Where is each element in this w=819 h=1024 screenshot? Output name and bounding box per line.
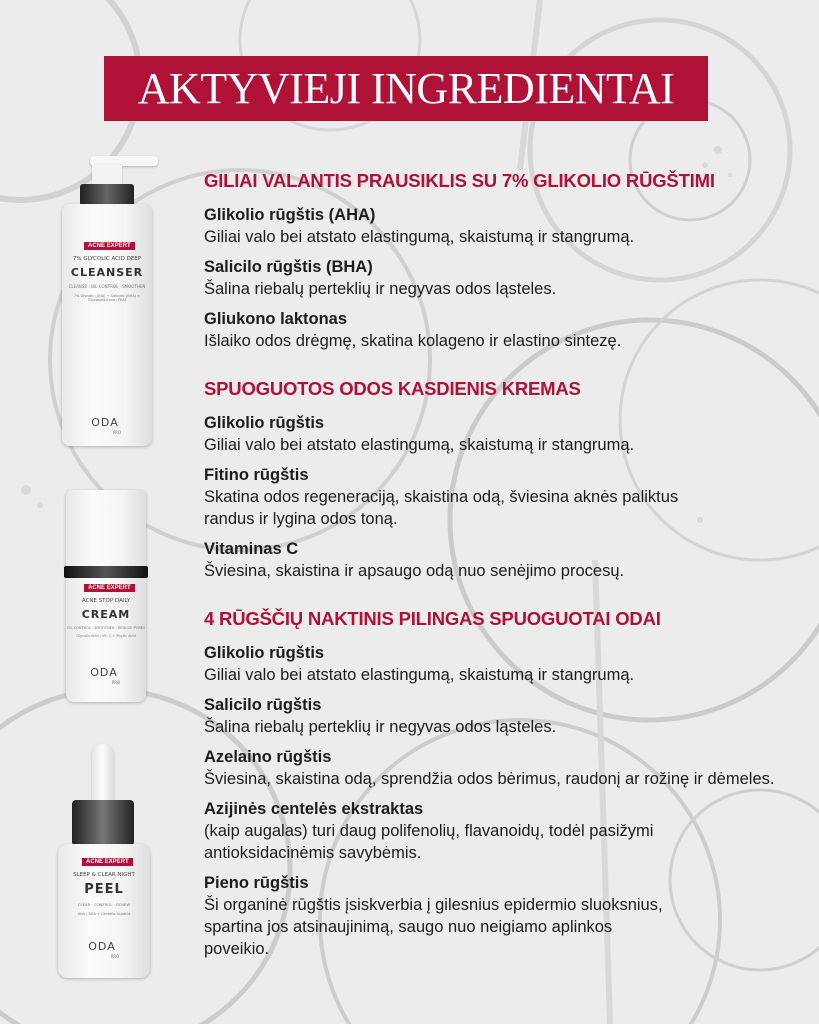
ingredient-description: Šalina riebalų perteklių ir negyvas odos ląsteles. — [204, 718, 557, 736]
ingredient-description: Šalina riebalų perteklių ir negyvas odos ląsteles. — [204, 280, 557, 298]
product-line-tag: ACNE EXPERT — [82, 858, 133, 866]
product-name: CREAM — [81, 608, 131, 621]
section-title: SPUOGUOTOS ODOS KASDIENIS KREMAS — [204, 378, 581, 399]
product-subtitle: ACNE STOP DAILY — [81, 598, 131, 604]
product-line-tag: ACNE EXPERT — [84, 242, 135, 250]
brand-sub: PRO — [111, 680, 121, 685]
brand-sub: PRO — [110, 954, 120, 959]
ingredient-name: Salicilo rūgštis — [204, 696, 322, 714]
section-title: 4 RŪGŠČIŲ NAKTINIS PILINGAS SPUOGUOTAI ODAI — [204, 608, 661, 629]
ingredient-description: (kaip augalas) turi daug polifenolių, flavanoidų, todėl pasižymi antioksidacinėmis savybėmis. — [204, 822, 654, 862]
peel-bottle — [58, 844, 150, 978]
product-subtitle: 7% GLYCOLIC ACID DEEP — [72, 256, 142, 262]
product-cleanser — [58, 152, 158, 467]
ingredients-content — [204, 170, 804, 986]
ingredient-item — [204, 464, 804, 530]
ingredient-item — [204, 204, 804, 248]
ingredient-item — [204, 746, 804, 790]
ingredient-item — [204, 538, 804, 582]
ingredient-description: Skatina odos regeneraciją, skaistina odą, šviesina aknės paliktus randus ir lygina odos toną. — [204, 488, 679, 528]
cream-cap — [66, 490, 146, 568]
ingredient-description: Giliai valo bei atstato elastingumą, skaistumą ir stangrumą. — [204, 436, 635, 454]
ingredient-name: Fitino rūgštis — [204, 466, 309, 484]
product-cream — [62, 490, 152, 710]
ingredient-name: Vitaminas C — [204, 540, 299, 558]
bottle-collar — [80, 184, 134, 206]
product-peel — [56, 744, 156, 984]
ingredient-item — [204, 798, 804, 864]
brand-logo: ODA — [88, 940, 116, 953]
product-ingredients: 7% Glycolic (AHA) + Salicylic (BHA) + Gluconolactone (PHA) — [73, 294, 141, 302]
section-cream — [204, 378, 804, 582]
product-ingredients: Glycolic Acid | Vit. C + Phytic Acid — [76, 634, 136, 638]
product-claims: OIL-CONTROL · SMOOTHEN · REDUCE PORES — [66, 626, 146, 630]
product-claims: CLEANSE · OIL-CONTROL · SMOOTHEN — [68, 284, 146, 289]
section-peel — [204, 608, 804, 960]
cream-band — [64, 566, 148, 578]
ingredient-description: Šviesina, skaistina ir apsaugo odą nuo senėjimo procesų. — [204, 562, 625, 580]
ingredient-name: Gliukono laktonas — [204, 310, 348, 328]
dropper-bulb — [92, 744, 114, 802]
ingredient-description: Giliai valo bei atstato elastingumą, skaistumą ir stangrumą. — [204, 228, 635, 246]
ingredient-name: Glikolio rūgštis — [204, 414, 325, 432]
product-line-tag: ACNE EXPERT — [84, 584, 135, 592]
page-title: AKTYVIEJI INGREDIENTAI — [137, 64, 675, 113]
page-title-banner — [104, 56, 708, 121]
product-name: PEEL — [84, 882, 124, 897]
pump-neck — [92, 164, 122, 186]
ingredient-item — [204, 308, 804, 352]
dropper-collar — [72, 800, 134, 846]
section-cleanser — [204, 170, 804, 352]
ingredient-name: Pieno rūgštis — [204, 874, 309, 892]
cleanser-bottle — [62, 204, 152, 446]
product-name: CLEANSER — [70, 266, 144, 279]
ingredient-description: Giliai valo bei atstato elastingumą, skaistumą ir stangrumą. — [204, 666, 635, 684]
ingredient-item — [204, 642, 804, 686]
ingredient-item — [204, 694, 804, 738]
ingredient-name: Glikolio rūgštis — [204, 644, 325, 662]
ingredient-name: Azelaino rūgštis — [204, 748, 332, 766]
product-subtitle: SLEEP & CLEAR NIGHT — [73, 872, 135, 878]
ingredient-item — [204, 256, 804, 300]
product-ingredients: AHA | BHA + Centella Asiatica — [77, 912, 131, 916]
cream-bottle — [66, 578, 146, 702]
ingredient-description: Šviesina, skaistina odą, sprendžia odos bėrimus, raudonį ar rožinę ir dėmeles. — [204, 770, 775, 788]
ingredient-name: Salicilo rūgštis (BHA) — [204, 258, 373, 276]
brand-logo: ODA — [90, 666, 118, 679]
brand-logo: ODA — [91, 416, 119, 429]
ingredient-item — [204, 412, 804, 456]
section-title: GILIAI VALANTIS PRAUSIKLIS SU 7% GLIKOLIO RŪGŠTIMI — [204, 170, 715, 191]
ingredient-item — [204, 872, 804, 960]
ingredient-description: Išlaiko odos drėgmę, skatina kolageno ir elastino sintezę. — [204, 332, 622, 350]
brand-sub: PRO — [112, 430, 122, 435]
ingredient-name: Azijinės centelės ekstraktas — [204, 800, 424, 818]
ingredient-name: Glikolio rūgštis (AHA) — [204, 206, 376, 224]
product-claims: CLEAR · CONTROL · RENEW — [77, 902, 131, 907]
ingredient-description: Ši organinė rūgštis įsiskverbia į gilesnius epidermio sluoksnius, spartina jos atsinaujinimą, saugo nuo neigiamo aplinkos poveikio. — [204, 896, 663, 958]
